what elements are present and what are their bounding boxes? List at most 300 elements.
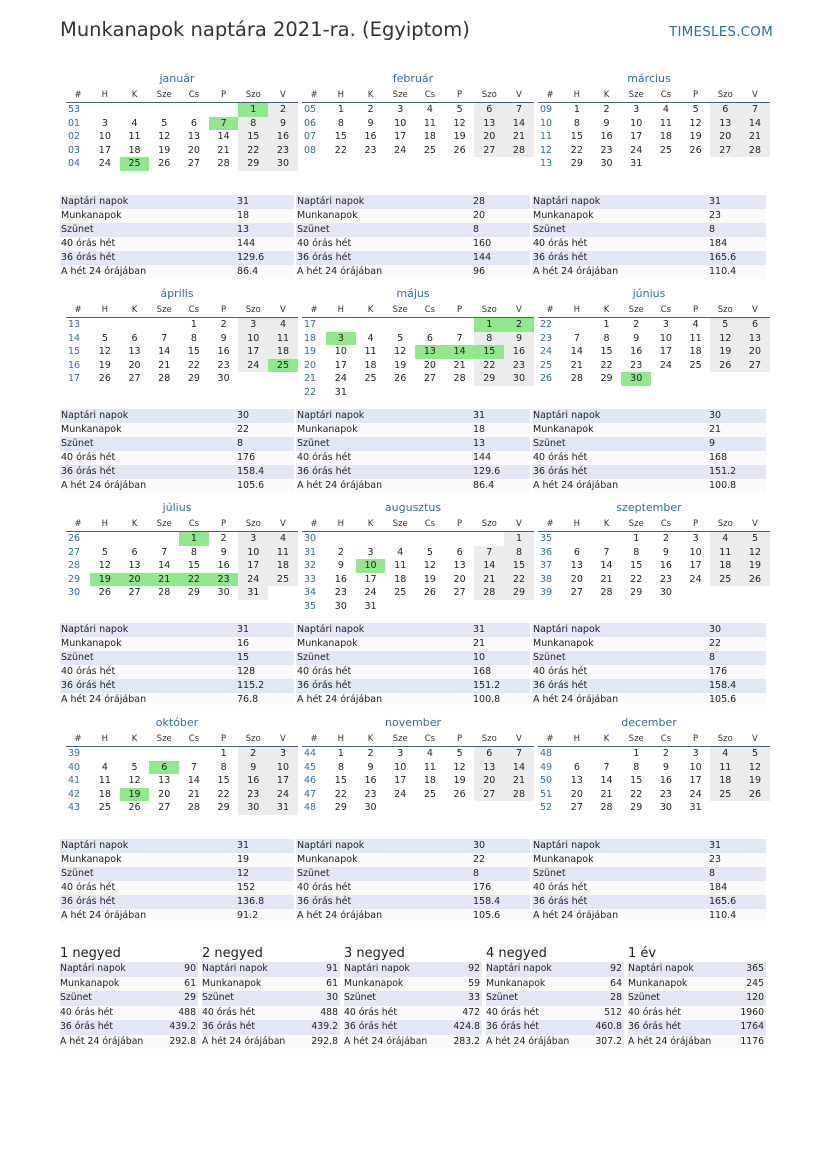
- day-cell[interactable]: 7: [161, 546, 168, 558]
- day-cell[interactable]: 8: [573, 117, 580, 129]
- day-cell[interactable]: 22: [217, 788, 230, 800]
- day-cell[interactable]: 13: [128, 560, 141, 571]
- day-cell[interactable]: 4: [662, 104, 669, 115]
- day-cell[interactable]: 9: [268, 117, 298, 131]
- day-cell[interactable]: 18: [710, 774, 740, 788]
- day-cell[interactable]: 19: [98, 359, 111, 371]
- day-cell[interactable]: 12: [98, 346, 111, 357]
- day-cell[interactable]: 6: [131, 332, 138, 344]
- day-cell[interactable]: 19: [453, 131, 466, 142]
- day-cell[interactable]: 18: [128, 144, 141, 156]
- day-cell[interactable]: 14: [217, 131, 230, 142]
- day-cell[interactable]: 4: [710, 532, 740, 546]
- day-cell[interactable]: 5: [131, 761, 138, 773]
- day-cell[interactable]: 9: [662, 546, 669, 558]
- day-cell[interactable]: 3: [397, 104, 404, 115]
- day-cell[interactable]: 9: [337, 560, 344, 571]
- day-cell[interactable]: 25: [268, 359, 298, 373]
- day-cell[interactable]: 26: [423, 587, 436, 598]
- day-cell[interactable]: 17: [689, 560, 702, 571]
- day-cell[interactable]: 18: [710, 559, 740, 573]
- day-cell[interactable]: 29: [600, 373, 613, 384]
- day-cell[interactable]: 1: [220, 748, 227, 759]
- day-cell[interactable]: 16: [217, 560, 230, 571]
- day-cell[interactable]: 13: [570, 775, 583, 786]
- day-cell[interactable]: 14: [158, 346, 171, 357]
- day-cell[interactable]: 14: [600, 560, 613, 571]
- day-cell[interactable]: 21: [217, 144, 230, 156]
- day-cell[interactable]: 16: [659, 560, 672, 571]
- day-cell[interactable]: 5: [740, 532, 770, 546]
- day-cell[interactable]: 30: [217, 587, 230, 598]
- day-cell[interactable]: 2: [238, 747, 268, 761]
- day-cell[interactable]: 1: [337, 748, 344, 759]
- day-cell[interactable]: 20: [474, 774, 504, 788]
- day-cell[interactable]: 6: [474, 747, 504, 761]
- day-cell[interactable]: 17: [630, 131, 643, 142]
- day-cell[interactable]: 2: [268, 103, 298, 117]
- day-cell[interactable]: 5: [456, 104, 463, 115]
- day-cell[interactable]: 11: [659, 117, 672, 129]
- day-cell[interactable]: 10: [238, 546, 268, 560]
- day-cell[interactable]: 24: [689, 573, 702, 585]
- day-cell[interactable]: 24: [98, 158, 111, 169]
- day-cell[interactable]: 29: [238, 157, 268, 171]
- day-cell[interactable]: 23: [217, 359, 230, 371]
- day-cell[interactable]: 17: [238, 345, 268, 359]
- day-cell[interactable]: 27: [453, 587, 466, 598]
- day-cell[interactable]: 30: [364, 802, 377, 813]
- day-cell[interactable]: 11: [423, 761, 436, 773]
- day-cell[interactable]: 7: [603, 761, 610, 773]
- day-cell[interactable]: 15: [187, 346, 200, 357]
- day-cell[interactable]: 16: [659, 775, 672, 786]
- day-cell[interactable]: 27: [474, 144, 504, 158]
- day-cell[interactable]: 15: [630, 775, 643, 786]
- day-cell[interactable]: 2: [367, 104, 374, 115]
- brand-link[interactable]: TIMESLES.COM: [669, 24, 773, 40]
- day-cell[interactable]: 13: [415, 345, 445, 359]
- day-cell[interactable]: 18: [268, 345, 298, 359]
- day-cell[interactable]: 29: [474, 372, 504, 386]
- day-cell[interactable]: 21: [149, 573, 179, 587]
- day-cell[interactable]: 4: [268, 532, 298, 546]
- day-cell[interactable]: 18: [98, 788, 111, 800]
- day-cell[interactable]: 15: [630, 560, 643, 571]
- day-cell[interactable]: 18: [394, 573, 407, 585]
- day-cell[interactable]: 14: [445, 345, 475, 359]
- day-cell[interactable]: 14: [504, 117, 534, 131]
- day-cell[interactable]: 4: [268, 318, 298, 332]
- day-cell[interactable]: 16: [334, 573, 347, 585]
- day-cell[interactable]: 24: [334, 373, 347, 384]
- day-cell[interactable]: 20: [120, 573, 150, 587]
- day-cell[interactable]: 12: [740, 546, 770, 560]
- day-cell[interactable]: 11: [128, 131, 141, 142]
- day-cell[interactable]: 14: [740, 117, 770, 131]
- day-cell[interactable]: 5: [740, 747, 770, 761]
- day-cell[interactable]: 25: [98, 802, 111, 813]
- day-cell[interactable]: 3: [692, 748, 699, 759]
- day-cell[interactable]: 5: [456, 748, 463, 759]
- day-cell[interactable]: 23: [334, 587, 347, 598]
- day-cell[interactable]: 28: [600, 587, 613, 598]
- day-cell[interactable]: 17: [394, 775, 407, 786]
- day-cell[interactable]: 26: [453, 144, 466, 156]
- day-cell[interactable]: 23: [209, 573, 239, 587]
- day-cell[interactable]: 22: [474, 359, 504, 373]
- day-cell[interactable]: 24: [364, 587, 377, 598]
- day-cell[interactable]: 21: [570, 359, 583, 371]
- day-cell[interactable]: 22: [179, 573, 209, 587]
- day-cell[interactable]: 4: [710, 747, 740, 761]
- day-cell[interactable]: 7: [740, 103, 770, 117]
- day-cell[interactable]: 3: [397, 748, 404, 759]
- day-cell[interactable]: 13: [187, 131, 200, 142]
- day-cell[interactable]: 30: [238, 801, 268, 815]
- day-cell[interactable]: 28: [600, 802, 613, 813]
- day-cell[interactable]: 26: [453, 788, 466, 800]
- day-cell[interactable]: 7: [209, 117, 239, 131]
- day-cell[interactable]: 1: [603, 319, 610, 330]
- day-cell[interactable]: 23: [504, 359, 534, 373]
- day-cell[interactable]: 12: [453, 761, 466, 773]
- day-cell[interactable]: 3: [633, 104, 640, 115]
- day-cell[interactable]: 21: [474, 573, 504, 587]
- day-cell[interactable]: 27: [423, 373, 436, 384]
- day-cell[interactable]: 15: [334, 131, 347, 142]
- day-cell[interactable]: 23: [659, 573, 672, 585]
- day-cell[interactable]: 1: [633, 748, 640, 759]
- day-cell[interactable]: 19: [710, 345, 740, 359]
- day-cell[interactable]: 8: [238, 117, 268, 131]
- day-cell[interactable]: 13: [158, 775, 171, 786]
- day-cell[interactable]: 19: [740, 774, 770, 788]
- day-cell[interactable]: 10: [238, 332, 268, 346]
- day-cell[interactable]: 21: [158, 359, 171, 371]
- day-cell[interactable]: 19: [453, 775, 466, 786]
- day-cell[interactable]: 28: [474, 586, 504, 600]
- day-cell[interactable]: 11: [268, 332, 298, 346]
- day-cell[interactable]: 27: [128, 587, 141, 598]
- day-cell[interactable]: 5: [101, 546, 108, 558]
- day-cell[interactable]: 21: [187, 788, 200, 800]
- day-cell[interactable]: 20: [453, 573, 466, 585]
- day-cell[interactable]: 12: [128, 775, 141, 786]
- day-cell[interactable]: 24: [689, 788, 702, 800]
- day-cell[interactable]: 6: [740, 318, 770, 332]
- day-cell[interactable]: 16: [268, 130, 298, 144]
- day-cell[interactable]: 15: [600, 346, 613, 357]
- day-cell[interactable]: 22: [570, 144, 583, 156]
- day-cell[interactable]: 16: [217, 346, 230, 357]
- day-cell[interactable]: 25: [394, 587, 407, 598]
- day-cell[interactable]: 20: [158, 788, 171, 800]
- day-cell[interactable]: 24: [268, 788, 298, 802]
- day-cell[interactable]: 27: [128, 373, 141, 384]
- day-cell[interactable]: 12: [453, 117, 466, 129]
- day-cell[interactable]: 19: [158, 144, 171, 156]
- day-cell[interactable]: 28: [504, 144, 534, 158]
- day-cell[interactable]: 10: [394, 761, 407, 773]
- day-cell[interactable]: 27: [710, 144, 740, 158]
- day-cell[interactable]: 12: [394, 346, 407, 357]
- day-cell[interactable]: 9: [633, 332, 640, 344]
- day-cell[interactable]: 7: [190, 761, 197, 773]
- day-cell[interactable]: 17: [364, 573, 377, 585]
- day-cell[interactable]: 25: [710, 788, 740, 802]
- day-cell[interactable]: 18: [423, 131, 436, 142]
- day-cell[interactable]: 29: [187, 373, 200, 384]
- day-cell[interactable]: 12: [98, 560, 111, 571]
- day-cell[interactable]: 27: [474, 788, 504, 802]
- day-cell[interactable]: 8: [337, 761, 344, 773]
- day-cell[interactable]: 16: [600, 131, 613, 142]
- day-cell[interactable]: 5: [397, 332, 404, 344]
- day-cell[interactable]: 18: [659, 131, 672, 142]
- day-cell[interactable]: 16: [238, 774, 268, 788]
- day-cell[interactable]: 12: [740, 761, 770, 775]
- day-cell[interactable]: 29: [187, 587, 200, 598]
- day-cell[interactable]: 27: [570, 587, 583, 598]
- day-cell[interactable]: 30: [504, 372, 534, 386]
- day-cell[interactable]: 25: [423, 144, 436, 156]
- day-cell[interactable]: 6: [474, 103, 504, 117]
- day-cell[interactable]: 3: [692, 533, 699, 544]
- day-cell[interactable]: 10: [356, 559, 386, 573]
- day-cell[interactable]: 8: [603, 332, 610, 344]
- day-cell[interactable]: 4: [131, 117, 138, 129]
- day-cell[interactable]: 25: [423, 788, 436, 800]
- day-cell[interactable]: 9: [504, 332, 534, 346]
- day-cell[interactable]: 6: [573, 761, 580, 773]
- day-cell[interactable]: 15: [217, 775, 230, 786]
- day-cell[interactable]: 29: [334, 802, 347, 813]
- day-cell[interactable]: 4: [397, 546, 404, 558]
- day-cell[interactable]: 31: [268, 801, 298, 815]
- day-cell[interactable]: 26: [128, 802, 141, 813]
- day-cell[interactable]: 20: [423, 359, 436, 371]
- day-cell[interactable]: 25: [364, 373, 377, 384]
- day-cell[interactable]: 3: [268, 747, 298, 761]
- day-cell[interactable]: 12: [710, 332, 740, 346]
- day-cell[interactable]: 17: [98, 144, 111, 156]
- day-cell[interactable]: 17: [268, 774, 298, 788]
- day-cell[interactable]: 16: [364, 775, 377, 786]
- day-cell[interactable]: 13: [570, 560, 583, 571]
- day-cell[interactable]: 13: [453, 560, 466, 571]
- day-cell[interactable]: 21: [504, 774, 534, 788]
- day-cell[interactable]: 6: [573, 546, 580, 558]
- day-cell[interactable]: 24: [238, 359, 268, 373]
- day-cell[interactable]: 13: [710, 117, 740, 131]
- day-cell[interactable]: 25: [120, 157, 150, 171]
- day-cell[interactable]: 15: [187, 560, 200, 571]
- day-cell[interactable]: 10: [268, 761, 298, 775]
- day-cell[interactable]: 18: [423, 775, 436, 786]
- day-cell[interactable]: 7: [504, 747, 534, 761]
- day-cell[interactable]: 15: [474, 345, 504, 359]
- day-cell[interactable]: 15: [334, 775, 347, 786]
- day-cell[interactable]: 13: [474, 117, 504, 131]
- day-cell[interactable]: 15: [504, 559, 534, 573]
- day-cell[interactable]: 21: [453, 359, 466, 371]
- day-cell[interactable]: 20: [128, 359, 141, 371]
- day-cell[interactable]: 30: [621, 372, 651, 386]
- day-cell[interactable]: 1: [633, 533, 640, 544]
- day-cell[interactable]: 7: [573, 332, 580, 344]
- day-cell[interactable]: 6: [149, 761, 179, 775]
- day-cell[interactable]: 25: [710, 573, 740, 587]
- day-cell[interactable]: 7: [504, 103, 534, 117]
- day-cell[interactable]: 9: [367, 117, 374, 129]
- day-cell[interactable]: 22: [187, 359, 200, 371]
- day-cell[interactable]: 23: [659, 788, 672, 800]
- day-cell[interactable]: 14: [504, 761, 534, 775]
- day-cell[interactable]: 3: [238, 532, 268, 546]
- day-cell[interactable]: 14: [570, 346, 583, 357]
- day-cell[interactable]: 21: [600, 573, 613, 585]
- day-cell[interactable]: 4: [426, 104, 433, 115]
- day-cell[interactable]: 19: [689, 131, 702, 142]
- day-cell[interactable]: 8: [337, 117, 344, 129]
- day-cell[interactable]: 30: [217, 373, 230, 384]
- day-cell[interactable]: 22: [334, 144, 347, 156]
- day-cell[interactable]: 9: [662, 761, 669, 773]
- day-cell[interactable]: 11: [710, 546, 740, 560]
- day-cell[interactable]: 6: [190, 117, 197, 129]
- day-cell[interactable]: 29: [570, 158, 583, 169]
- day-cell[interactable]: 8: [633, 546, 640, 558]
- day-cell[interactable]: 3: [367, 546, 374, 558]
- day-cell[interactable]: 22: [504, 573, 534, 587]
- day-cell[interactable]: 29: [504, 586, 534, 600]
- day-cell[interactable]: 26: [710, 359, 740, 373]
- day-cell[interactable]: 6: [710, 103, 740, 117]
- day-cell[interactable]: 30: [600, 158, 613, 169]
- day-cell[interactable]: 19: [423, 573, 436, 585]
- day-cell[interactable]: 12: [158, 131, 171, 142]
- day-cell[interactable]: 26: [98, 587, 111, 598]
- day-cell[interactable]: 2: [504, 318, 534, 332]
- day-cell[interactable]: 6: [426, 332, 433, 344]
- day-cell[interactable]: 27: [570, 802, 583, 813]
- day-cell[interactable]: 10: [394, 117, 407, 129]
- day-cell[interactable]: 11: [364, 346, 377, 357]
- day-cell[interactable]: 26: [394, 373, 407, 384]
- day-cell[interactable]: 23: [600, 144, 613, 156]
- day-cell[interactable]: 18: [689, 346, 702, 357]
- day-cell[interactable]: 13: [128, 346, 141, 357]
- day-cell[interactable]: 11: [423, 117, 436, 129]
- day-cell[interactable]: 22: [334, 788, 347, 800]
- day-cell[interactable]: 5: [161, 117, 168, 129]
- day-cell[interactable]: 1: [179, 532, 209, 546]
- day-cell[interactable]: 8: [504, 546, 534, 560]
- day-cell[interactable]: 2: [662, 748, 669, 759]
- day-cell[interactable]: 15: [238, 130, 268, 144]
- day-cell[interactable]: 30: [334, 600, 347, 612]
- day-cell[interactable]: 26: [740, 573, 770, 587]
- day-cell[interactable]: 11: [710, 761, 740, 775]
- day-cell[interactable]: 1: [573, 104, 580, 115]
- day-cell[interactable]: 9: [367, 761, 374, 773]
- day-cell[interactable]: 16: [504, 345, 534, 359]
- day-cell[interactable]: 27: [158, 802, 171, 813]
- day-cell[interactable]: 26: [98, 373, 111, 384]
- day-cell[interactable]: 3: [238, 318, 268, 332]
- day-cell[interactable]: 24: [630, 144, 643, 156]
- day-cell[interactable]: 1: [337, 104, 344, 115]
- day-cell[interactable]: 26: [689, 144, 702, 156]
- day-cell[interactable]: 28: [570, 373, 583, 384]
- day-cell[interactable]: 16: [364, 131, 377, 142]
- day-cell[interactable]: 4: [367, 332, 374, 344]
- day-cell[interactable]: 23: [268, 144, 298, 158]
- day-cell[interactable]: 28: [217, 158, 230, 169]
- day-cell[interactable]: 10: [630, 117, 643, 129]
- day-cell[interactable]: 10: [659, 332, 672, 344]
- day-cell[interactable]: 30: [268, 157, 298, 171]
- day-cell[interactable]: 25: [659, 144, 672, 156]
- day-cell[interactable]: 27: [740, 359, 770, 373]
- day-cell[interactable]: 31: [630, 158, 643, 169]
- day-cell[interactable]: 4: [692, 319, 699, 330]
- day-cell[interactable]: 2: [662, 533, 669, 544]
- day-cell[interactable]: 1: [474, 318, 504, 332]
- day-cell[interactable]: 20: [570, 573, 583, 585]
- day-cell[interactable]: 11: [689, 332, 702, 344]
- day-cell[interactable]: 4: [101, 761, 108, 773]
- day-cell[interactable]: 17: [334, 359, 347, 371]
- day-cell[interactable]: 27: [187, 158, 200, 169]
- day-cell[interactable]: 21: [504, 130, 534, 144]
- day-cell[interactable]: 7: [603, 546, 610, 558]
- day-cell[interactable]: 31: [334, 386, 347, 398]
- day-cell[interactable]: 18: [364, 359, 377, 371]
- day-cell[interactable]: 2: [337, 546, 344, 558]
- day-cell[interactable]: 28: [158, 587, 171, 598]
- day-cell[interactable]: 9: [220, 332, 227, 344]
- day-cell[interactable]: 22: [630, 788, 643, 800]
- day-cell[interactable]: 11: [268, 546, 298, 560]
- day-cell[interactable]: 2: [220, 319, 227, 330]
- day-cell[interactable]: 18: [268, 559, 298, 573]
- day-cell[interactable]: 22: [630, 573, 643, 585]
- day-cell[interactable]: 24: [659, 359, 672, 371]
- day-cell[interactable]: 21: [600, 788, 613, 800]
- day-cell[interactable]: 20: [740, 345, 770, 359]
- day-cell[interactable]: 20: [187, 144, 200, 156]
- day-cell[interactable]: 28: [740, 144, 770, 158]
- day-cell[interactable]: 17: [238, 559, 268, 573]
- day-cell[interactable]: 2: [603, 104, 610, 115]
- day-cell[interactable]: 5: [426, 546, 433, 558]
- day-cell[interactable]: 15: [570, 131, 583, 142]
- day-cell[interactable]: 19: [90, 573, 120, 587]
- day-cell[interactable]: 24: [394, 788, 407, 800]
- day-cell[interactable]: 23: [238, 788, 268, 802]
- day-cell[interactable]: 1: [504, 532, 534, 546]
- day-cell[interactable]: 29: [630, 802, 643, 813]
- day-cell[interactable]: 22: [600, 359, 613, 371]
- day-cell[interactable]: 20: [474, 130, 504, 144]
- day-cell[interactable]: 2: [220, 533, 227, 544]
- day-cell[interactable]: 8: [190, 332, 197, 344]
- day-cell[interactable]: 12: [689, 117, 702, 129]
- day-cell[interactable]: 23: [364, 144, 377, 156]
- day-cell[interactable]: 25: [689, 359, 702, 371]
